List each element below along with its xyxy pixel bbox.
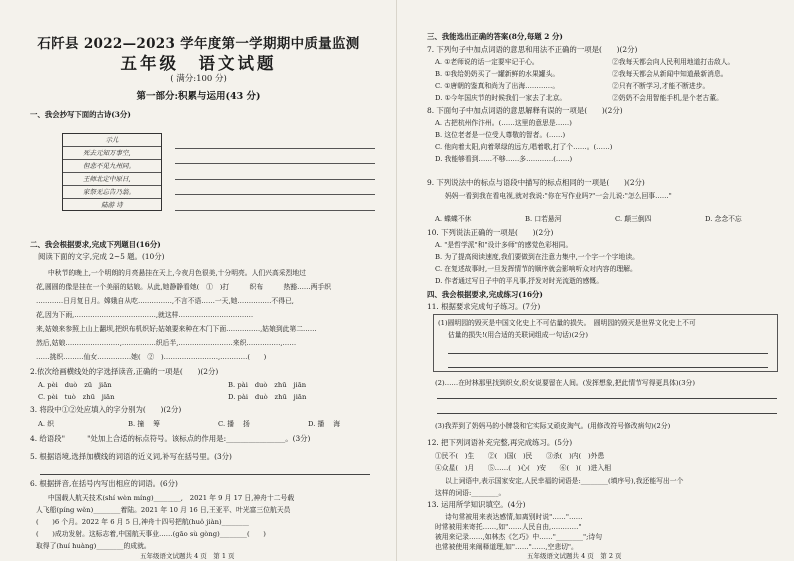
q11-question: 11. 根据要求完成句子练习。(7分) [427,302,541,311]
q11-part1: (1)圆明园的毁灭是中国文化史上不可估量的损失。 圆明园的毁灭是世界文化史上不可 [438,319,696,327]
q6-line[interactable]: 中国载人航天技术(shí wèn míng)________, 2021 年 9 月 17 日,神舟十二号载 [48,494,295,502]
q8-option[interactable]: A. 古把杭州作汴州。(……这里的意思是……) [435,119,572,127]
q3-option[interactable]: C. 播 扬 [218,420,250,428]
q6-line[interactable]: 人飞船(píng wěn)________着陆。2021 年 10 月 16 日,王亚平、叶光富三位航天员 [36,506,291,514]
part-one-title: 第一部分:积累与运用(43 分) [136,91,261,102]
left-footer: 五年级语文试题共 4 页 第 1 页 [140,552,235,560]
q10-option[interactable]: A. "是哲学派"和"设计多师"的感觉色彩相同。 [435,241,573,249]
q9-option[interactable]: D. 念念不忘 [705,215,742,223]
q6-line[interactable]: ( )成功发射。这标志着,中国航天事业……(gāo sù gòng)________( ) [36,530,266,538]
q10-option[interactable]: B. 为了提高阅读速度,我们要做到在注意力集中,一个字一个字地读。 [435,253,639,261]
q9-option[interactable]: C. 颠三倒四 [615,215,652,223]
q2-option[interactable]: B. pài duò zhū jiān [228,381,307,389]
q12-row[interactable]: ④众星( )月 ⑤……( )心( )安 ⑥( )( )进入相 [435,464,612,472]
poem-title: 示儿 [63,134,161,147]
passage-line: ……挑织………仙女……………她( ② )……………………,…………( ) [36,353,267,361]
q7-option[interactable]: ②我每天都会从新闻中知道最新消息。 [612,70,728,78]
q8-question: 8. 下面句子中加点词语的意思解释有误的一项是( )(2分) [427,106,623,115]
q3-option[interactable]: A. 织 [38,420,55,428]
q7-question: 7. 下列句子中加点词语的意思和用法不正确的一项是( )(2分) [427,45,638,54]
q7-option[interactable]: D. ①今年国庆节的时候我们一家去了北京。 [435,94,567,102]
q9-option[interactable]: B. 口若悬河 [525,215,562,223]
q9-option[interactable]: A. 蝶蝶不休 [435,215,472,223]
q13-line[interactable]: 诗句常被用来表达感情,如离别时说"……"…… [445,513,583,521]
q5-question[interactable]: 5. 根据语境,选择加横线的词语的近义词,补写在括号里。(3分) [30,452,232,461]
right-page [397,0,794,561]
q13-line[interactable]: 被用来记录……,如林杰《乞巧》中……"________";诗句 [435,533,603,541]
q13-line[interactable]: 也常被使用来阐释道理,如"……"……,空悲切"。 [435,543,578,551]
q7-option[interactable]: B. ①我给奶奶买了一罐新鲜的水果罐头。 [435,70,560,78]
q12-note[interactable]: 以上词语中,表示国家安定,人民幸福的词语是:________(填序号),我还能写出一个 [445,477,684,485]
q6-line[interactable]: 取得了(huí huàng)________的成就。 [36,542,151,550]
q7-option[interactable]: ②奶奶不会用智能手机,是个老古董。 [612,94,723,102]
passage-line: 中秋节的晚上,一个明朗的月亮悬挂在天上,今夜月色很美,十分明亮。人们兴高采烈地过 [48,269,306,277]
q7-option[interactable]: ②我每天都会向人民利用地道打击敌人。 [612,58,735,66]
answer-line[interactable] [40,474,370,475]
q11-part2: (2)……在时林那里找到织女,织女说要留在人间。(发挥想象,把此情节写得更具体)(3分) [435,379,695,387]
passage-line: …………日月复日月。嫦娥自从吃……………,不言不语……一天,她……………不得已, [36,297,294,305]
passage-line: 花,圆圆的像是挂在一个美丽的姑娘。从此,她静静看她( ① )打 织布 热豁……两手织 [36,283,332,291]
answer-line[interactable] [437,413,777,414]
answer-line[interactable] [437,398,777,399]
q3-question: 3. 将段中①②处应填入的字分别为( )(2分) [30,405,182,414]
q2-option[interactable]: A. pèi duò zū jiān [38,381,112,389]
q2-option[interactable]: C. pèi tuò zhū jiān [38,393,115,401]
q9-question: 9. 下列说法中的标点与语段中描写的标点相同的一项是( )(2分) [427,178,645,187]
poem-line: 家祭无忘告乃翁。 [63,186,161,199]
q13-question: 13. 运用所学知识填空。(4分) [427,500,526,509]
q10-option[interactable]: C. 在复述故事时,一旦发挥情节的顺序就会影响听众对内容的理解。 [435,265,637,273]
q8-option[interactable]: C. 他向着太阳,向着翠绿的远方,唱着歌,打了个……。(……) [435,143,613,151]
passage-line: 然后,姑娘……………………,……………织后半,……………………来织……………,…… [36,339,297,347]
full-score: ( 满分:100 分) [170,74,227,84]
q10-option[interactable]: D. 作者通过写日子中的平凡事,抒发对时光流逝的感慨。 [435,277,604,285]
q3-option[interactable]: B. 撞 筹 [128,420,160,428]
passage-line: 花,因为下雨,………………………………,就这样…………………………… [36,311,254,319]
q9-text: 妈妈一看到我在看电视,就对我说:"你在写作业吗?"一会儿说:"怎么回事……" [445,192,672,200]
q12-note2[interactable]: 这样的词语:________。 [435,489,506,497]
q6-question: 6. 根据拼音,在括号内写出相应的词语。(6分) [30,479,178,488]
q2-heading: 二、我会根据要求,完成下列题目(16分) [30,240,161,249]
poem-line: 死去元知万事空, [63,147,161,160]
q8-option[interactable]: B. 这位老者是一位受人尊敬的智者。(……) [435,131,566,139]
poem-author: 陆游 诗 [101,201,123,209]
q7-option[interactable]: C. ①唐朝的鉴真和尚为了出海…………。 [435,82,560,90]
q3-option[interactable]: D. 播 海 [308,420,341,428]
writing-lines[interactable] [175,133,375,211]
exam-title: 石阡县 2022—2023 学年度第一学期期中质量监测 [37,36,360,52]
q10-question: 10. 下列说法正确的一项是( )(2分) [427,228,554,237]
q13-line[interactable]: 时常被用来寄托……,如"……人民自由,…………" [435,523,582,531]
answer-line[interactable] [448,367,768,368]
poem-line: 但悲不见九州同。 [63,160,161,173]
poem-box [62,133,162,211]
subject-title: 五年级 语文试题 [120,54,277,73]
q12-question: 12. 把下列词语补充完整,再完成练习。(5分) [427,438,573,447]
q8-option[interactable]: D. 我能够看到……不够……多…………(……) [435,155,573,163]
q2-option[interactable]: D. pài duò zhū jiān [228,393,307,401]
q11-part1b: 估量的损失!(用合适的关联词组成一句话)(2分) [448,331,589,339]
q2-question: 2.依次给画横线处的字选择读音,正确的一项是( )(2分) [30,367,219,376]
answer-line[interactable] [448,353,768,354]
q2-intro: 阅读下面的文字,完成 2~5 题。(10分) [38,252,165,261]
passage-line: 来,姑娘来参照上山上翻坝,把织布机织好;姑娘要来种在木门下面……………,姑娘到此第二…… [36,325,317,333]
q1-heading: 一、我会抄写下面的古诗(3分) [30,110,131,119]
q11-part3: (3)我弄到了奶妈马的小牌袋和它实际又顽皮淘气。(用修改符号修改病句)(2分) [435,422,671,430]
q4-question[interactable]: 4. 给语段" "处加上合适的标点符号。该标点的作用是:________________。(3分) [30,434,311,443]
right-footer: 五年级语文试题共 4 页 第 2 页 [527,552,622,560]
q12-row[interactable]: ①民不( )生 ②( )国( )民 ③杀( )内( )外患 [435,452,605,460]
q4-heading: 四、我会根据要求,完成练习(16分) [427,290,543,299]
q3-heading: 三、我能选出正确的答案(8分,每题 2 分) [427,32,563,41]
q7-option[interactable]: ②只有不断学习,才能不断进步。 [612,82,710,90]
q7-option[interactable]: A. ①老师说的话一定要牢记于心。 [435,58,539,66]
poem-line: 王师北定中原日, [63,173,161,186]
q11-answer-box[interactable] [433,314,778,372]
q6-line[interactable]: ( )6 个月。2022 年 6 月 5 日,神舟十四号把航(huǒ jiàn)________ [36,518,249,526]
